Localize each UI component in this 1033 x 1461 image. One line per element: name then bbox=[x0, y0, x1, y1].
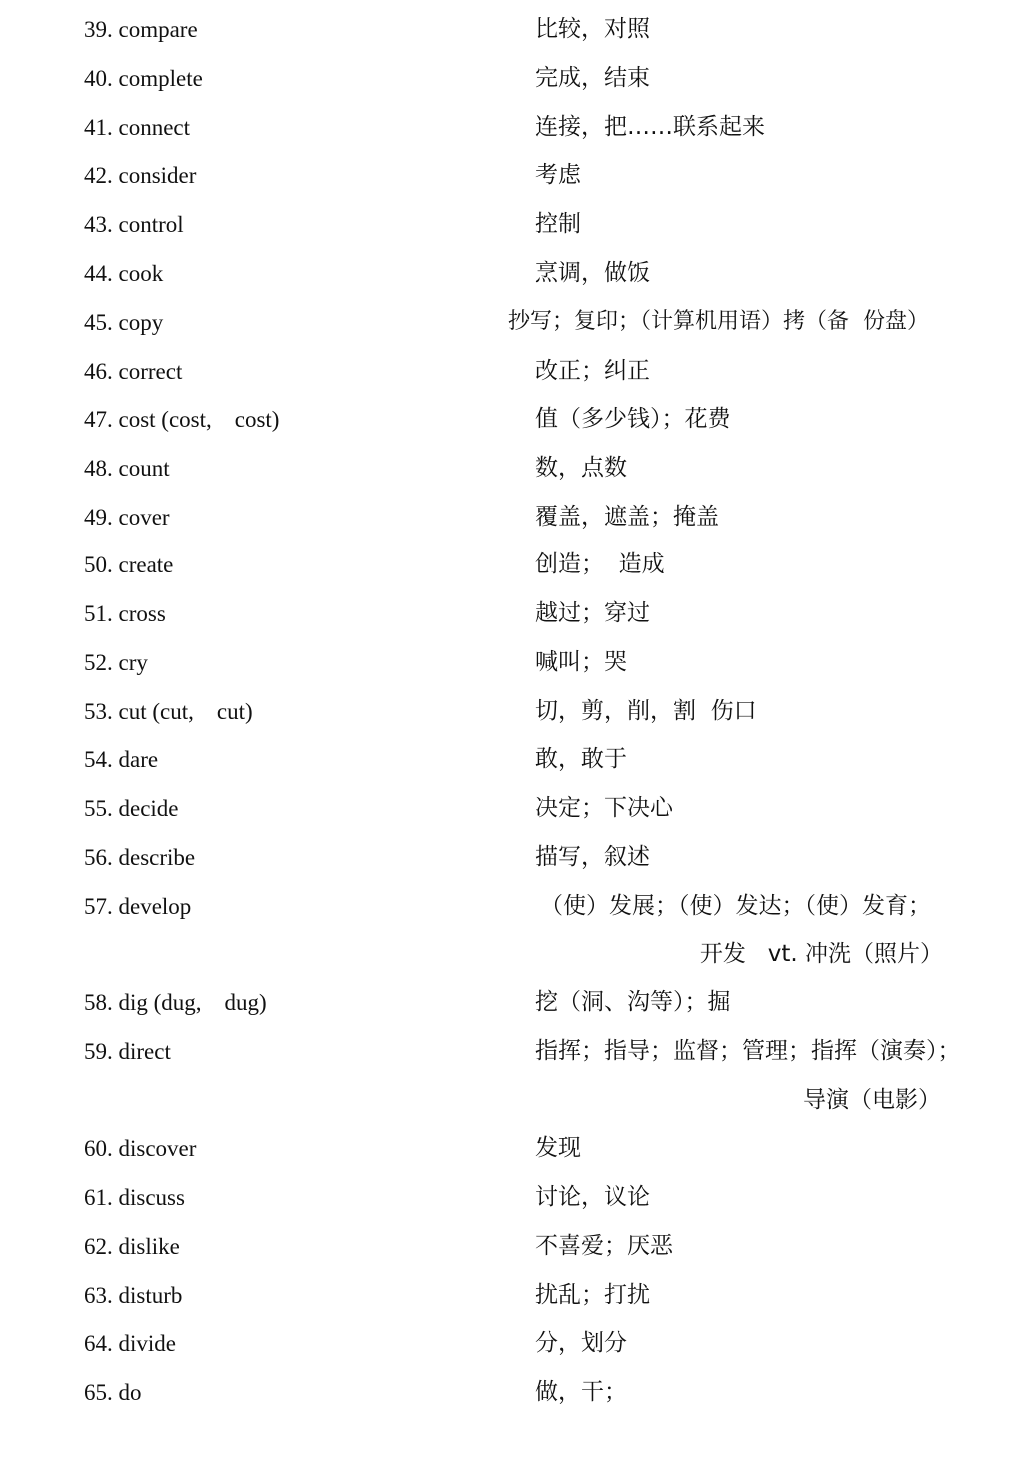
list-item bbox=[0, 1134, 1033, 1174]
list-item bbox=[0, 1281, 1033, 1321]
word: 62. dislike bbox=[84, 1234, 180, 1259]
meaning: 连接，把……联系起来 bbox=[535, 114, 765, 140]
word: 44. cook bbox=[84, 261, 164, 286]
word: 46. correct bbox=[84, 359, 183, 384]
meaning: 指挥；指导；监督；管理；指挥（演奏）； bbox=[535, 1038, 961, 1064]
word: 40. complete bbox=[84, 66, 203, 91]
word: 52. cry bbox=[84, 650, 148, 675]
meaning: 越过；穿过 bbox=[535, 600, 650, 626]
word: 45. copy bbox=[84, 310, 164, 335]
word: 49. cover bbox=[84, 505, 170, 530]
word: 43. control bbox=[84, 212, 184, 237]
word: 54. dare bbox=[84, 747, 159, 772]
meaning: 改正；纠正 bbox=[535, 358, 650, 384]
list-item bbox=[0, 161, 1033, 201]
list-item bbox=[0, 745, 1033, 785]
meaning: 数，点数 bbox=[535, 455, 627, 481]
meaning: 完成，结束 bbox=[535, 65, 650, 91]
list-item bbox=[0, 550, 1033, 590]
meaning: 分，划分 bbox=[535, 1330, 627, 1356]
word: 39. compare bbox=[84, 17, 198, 42]
list-item bbox=[0, 454, 1033, 494]
list-item bbox=[0, 648, 1033, 688]
list-item-continuation bbox=[0, 940, 1033, 980]
meaning: 讨论，议论 bbox=[535, 1184, 650, 1210]
meaning: 控制 bbox=[535, 211, 581, 237]
meaning: （使）发展；（使）发达；（使）发育； bbox=[540, 893, 931, 919]
meaning: 敢，敢于 bbox=[535, 746, 627, 772]
list-item bbox=[0, 697, 1033, 737]
meaning: 抄写；复印；（计算机用语）拷（备 份盘） bbox=[508, 309, 929, 334]
word: 65. do bbox=[84, 1380, 142, 1405]
word: 59. direct bbox=[84, 1039, 171, 1064]
list-item bbox=[0, 1329, 1033, 1369]
list-item bbox=[0, 1232, 1033, 1272]
meaning: 挖（洞、沟等）；掘 bbox=[535, 989, 731, 1015]
meaning: 覆盖，遮盖；掩盖 bbox=[535, 504, 719, 530]
meaning: 创造； 造成 bbox=[535, 551, 665, 577]
list-item bbox=[0, 1037, 1033, 1077]
meaning: 发现 bbox=[535, 1135, 581, 1161]
meaning: 烹调，做饭 bbox=[535, 260, 650, 286]
list-item bbox=[0, 357, 1033, 397]
word: 51. cross bbox=[84, 601, 166, 626]
word: 56. describe bbox=[84, 845, 196, 870]
list-item bbox=[0, 210, 1033, 250]
meaning: 决定；下决心 bbox=[535, 795, 673, 821]
meaning: 不喜爱；厌恶 bbox=[535, 1233, 673, 1259]
meaning: 比较，对照 bbox=[535, 16, 650, 42]
word: 41. connect bbox=[84, 115, 191, 140]
meaning: 扰乱；打扰 bbox=[535, 1282, 650, 1308]
list-item bbox=[0, 1378, 1033, 1418]
meaning: 描写，叙述 bbox=[535, 844, 650, 870]
list-item bbox=[0, 15, 1033, 55]
word: 48. count bbox=[84, 456, 170, 481]
list-item bbox=[0, 1183, 1033, 1223]
list-item bbox=[0, 599, 1033, 639]
word: 53. cut (cut, cut) bbox=[84, 699, 253, 724]
meaning: 切，剪，削，割 伤口 bbox=[535, 698, 757, 724]
list-item bbox=[0, 892, 1033, 932]
word: 47. cost (cost, cost) bbox=[84, 407, 280, 432]
meaning-continued: 开发 vt. 冲洗（照片） bbox=[699, 941, 943, 967]
meaning-continued: 导演（电影） bbox=[803, 1087, 941, 1113]
word: 42. consider bbox=[84, 163, 197, 188]
list-item bbox=[0, 405, 1033, 445]
word: 61. discuss bbox=[84, 1185, 185, 1210]
list-item bbox=[0, 843, 1033, 883]
list-item bbox=[0, 308, 1033, 348]
list-item bbox=[0, 64, 1033, 104]
meaning: 值（多少钱）；花费 bbox=[535, 406, 731, 432]
meaning: 喊叫；哭 bbox=[535, 649, 627, 675]
list-item bbox=[0, 794, 1033, 834]
meaning: 做，干； bbox=[535, 1379, 627, 1405]
word: 64. divide bbox=[84, 1331, 176, 1356]
word: 57. develop bbox=[84, 894, 192, 919]
list-item-continuation bbox=[0, 1086, 1033, 1126]
word: 63. disturb bbox=[84, 1283, 183, 1308]
list-item bbox=[0, 503, 1033, 543]
list-item bbox=[0, 988, 1033, 1028]
list-item bbox=[0, 259, 1033, 299]
word: 60. discover bbox=[84, 1136, 197, 1161]
word: 58. dig (dug, dug) bbox=[84, 990, 267, 1015]
word: 50. create bbox=[84, 552, 174, 577]
meaning: 考虑 bbox=[535, 162, 581, 188]
list-item bbox=[0, 113, 1033, 153]
word: 55. decide bbox=[84, 796, 179, 821]
